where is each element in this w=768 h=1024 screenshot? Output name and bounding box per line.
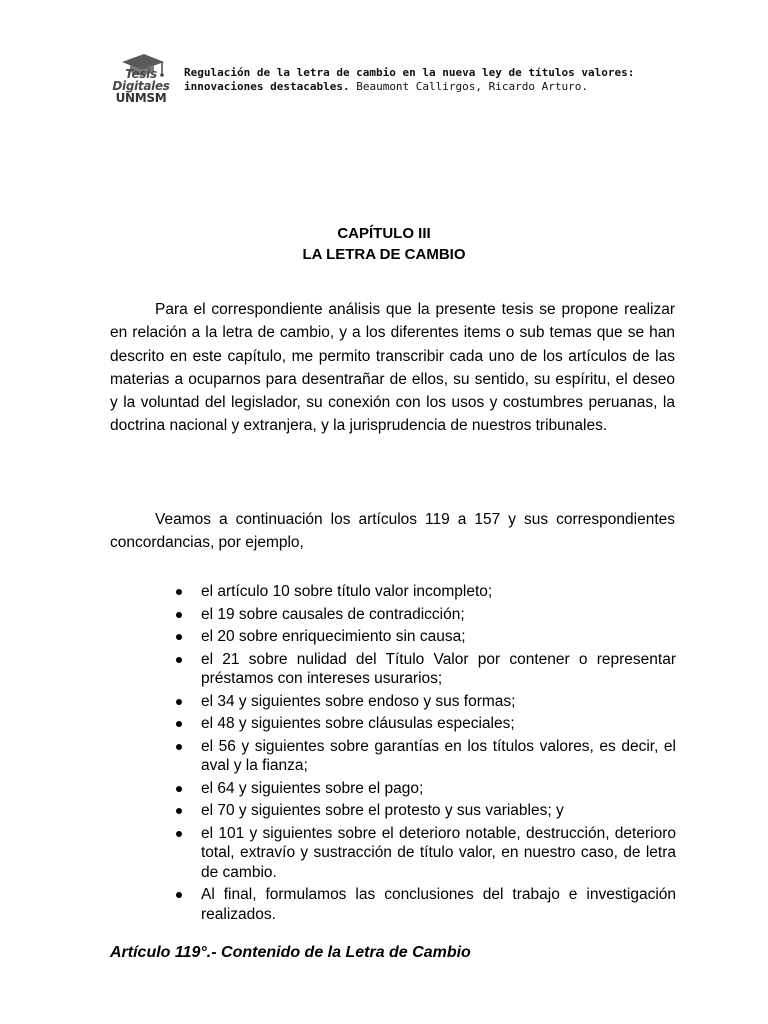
header-author: Beaumont Callirgos, Ricardo Arturo. — [349, 80, 588, 93]
bullet-icon — [176, 831, 182, 837]
list-item: Al final, formulamos las conclusiones del trabajo e investigación realizados. — [176, 885, 676, 924]
bullet-icon — [176, 657, 182, 663]
list-item: el 64 y siguientes sobre el pago; — [176, 779, 676, 799]
logo-line-2: Digitales — [112, 79, 170, 93]
chapter-number: CAPÍTULO III — [337, 225, 431, 242]
bullet-icon — [176, 808, 182, 814]
header-citation — [184, 66, 684, 94]
list-item: el 20 sobre enriquecimiento sin causa; — [176, 627, 676, 647]
list-item: el 56 y siguientes sobre garantías en los títulos valores, es decir, el aval y la fianza; — [176, 737, 676, 776]
second-paragraph: Veamos a continuación los artículos 119 a 157 y sus correspondientes concordancias, por ejemplo, — [110, 511, 675, 552]
article-heading: Artículo 119°.- Contenido de la Letra de Cambio — [110, 944, 471, 961]
bullet-icon — [176, 744, 182, 750]
logo-line-3: UNMSM — [115, 91, 167, 105]
list-item: el 21 sobre nulidad del Título Valor por contener o representar préstamos con intereses usurarios; — [176, 650, 676, 689]
bullet-icon — [176, 892, 182, 898]
intro-paragraph: Para el correspondiente análisis que la presente tesis se propone realizar en relación a la letra de cambio, y a los diferentes items o sub temas que se han descrito en este capítulo, me permito transcribir cada uno de los artículos de las materias a ocuparnos para desentrañar de ellos, su sentido, su espíritu, el deseo y la voluntad del legislador, su conexión con los usos y costumbres peruanas, la doctrina nacional y extranjera, y la jurisprudencia de nuestros tribunales. — [110, 301, 675, 435]
chapter-title: LA LETRA DE CAMBIO — [302, 246, 466, 263]
bullet-icon — [176, 612, 182, 618]
bullet-icon — [176, 786, 182, 792]
list-item: el 70 y siguientes sobre el protesto y sus variables; y — [176, 801, 676, 821]
logo-line-1: Tesis — [125, 67, 157, 81]
list-item: el 48 y siguientes sobre cláusulas especiales; — [176, 714, 676, 734]
list-item: el 101 y siguientes sobre el deterioro notable, destrucción, deterioro total, extravío y sustracción de título valor, en nuestro caso, de letra de cambio. — [176, 824, 676, 883]
bullet-icon — [176, 721, 182, 727]
article-list — [176, 582, 676, 927]
tesis-digitales-logo — [108, 50, 174, 112]
bullet-icon — [176, 589, 182, 595]
header-title: Regulación de la letra de cambio en la nueva ley de títulos valores: innovaciones destacables. — [184, 66, 635, 93]
bullet-icon — [176, 699, 182, 705]
list-item: el artículo 10 sobre título valor incompleto; — [176, 582, 676, 602]
bullet-icon — [176, 634, 182, 640]
page-header — [108, 50, 688, 120]
list-item: el 19 sobre causales de contradicción; — [176, 605, 676, 625]
list-item: el 34 y siguientes sobre endoso y sus formas; — [176, 692, 676, 712]
